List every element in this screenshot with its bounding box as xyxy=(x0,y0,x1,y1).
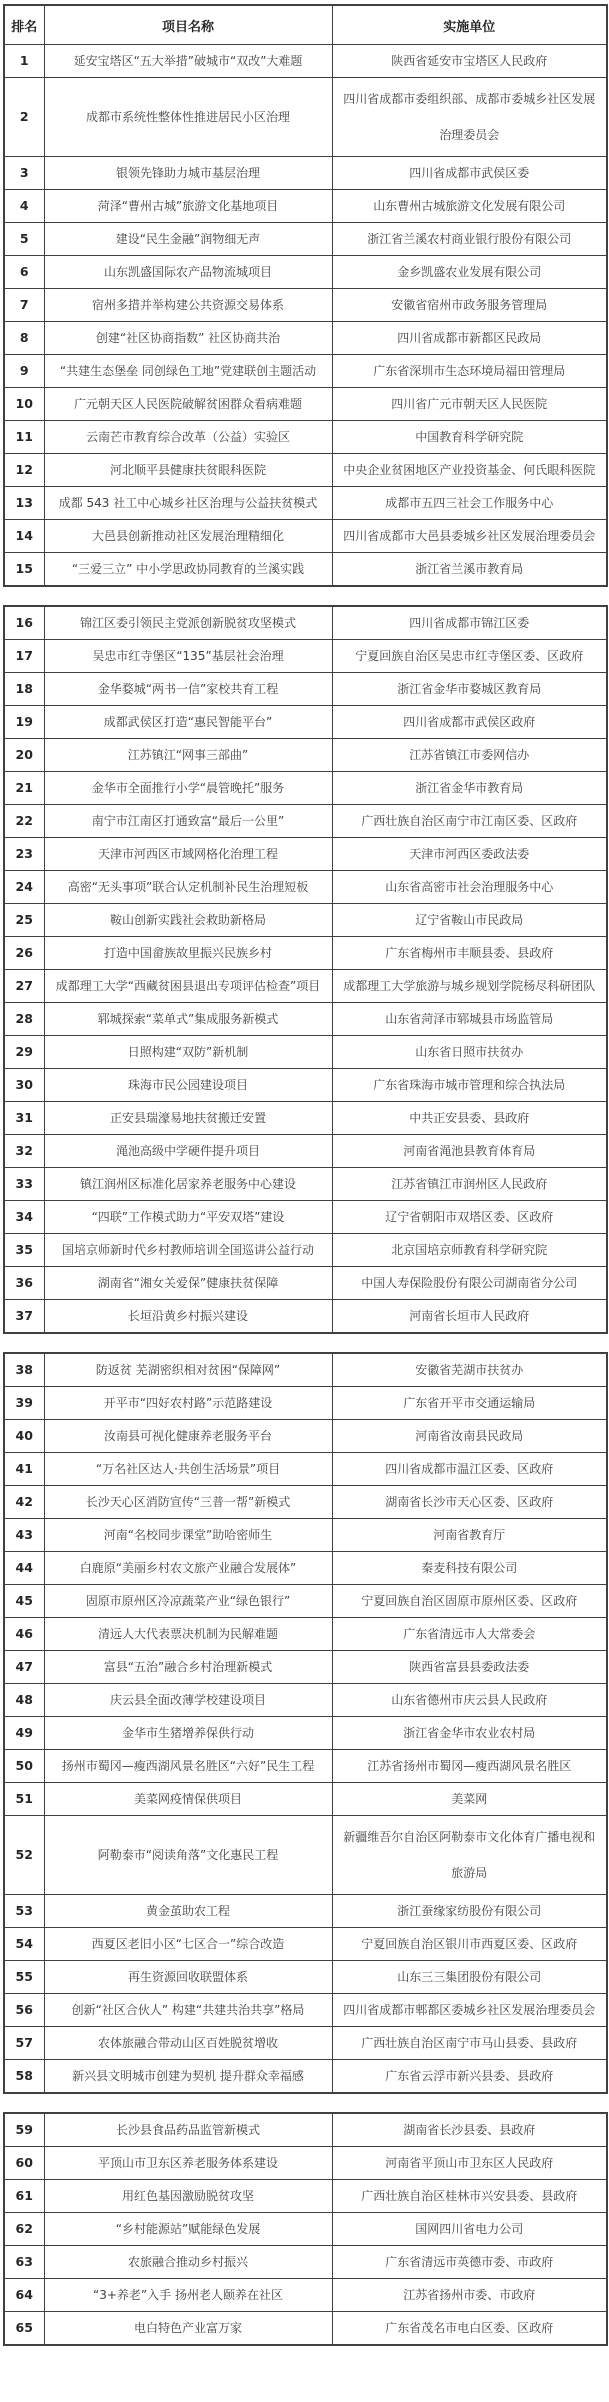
rank-cell: 5 xyxy=(4,223,44,256)
implementing-unit-cell: 江苏省镇江市委网信办 xyxy=(332,739,607,772)
rank-cell: 50 xyxy=(4,1750,44,1783)
rank-cell: 53 xyxy=(4,1895,44,1928)
implementing-unit-cell: 浙江省金华市教育局 xyxy=(332,772,607,805)
rank-cell: 65 xyxy=(4,2312,44,2346)
rank-cell: 55 xyxy=(4,1961,44,1994)
project-name-cell: 创建“社区协商指数” 社区协商共治 xyxy=(44,322,332,355)
table-row xyxy=(4,1102,607,1135)
implementing-unit-cell: 四川省成都市郫都区委城乡社区发展治理委员会 xyxy=(332,1994,607,2027)
table-row xyxy=(4,1816,607,1895)
table-row xyxy=(4,1928,607,1961)
implementing-unit-cell: 浙江蚕缘家纺股份有限公司 xyxy=(332,1895,607,1928)
project-name-cell: 国培京师新时代乡村教师培训全国巡讲公益行动 xyxy=(44,1234,332,1267)
table-row xyxy=(4,1387,607,1420)
table-row xyxy=(4,45,607,78)
project-name-cell: “共建生态堡垒 同创绿色工地”党建联创主题活动 xyxy=(44,355,332,388)
rank-cell: 63 xyxy=(4,2246,44,2279)
table-row xyxy=(4,1994,607,2027)
table-row xyxy=(4,2312,607,2346)
implementing-unit-cell: 北京国培京师教育科学研究院 xyxy=(332,1234,607,1267)
rank-cell: 45 xyxy=(4,1585,44,1618)
table-row xyxy=(4,355,607,388)
rank-cell: 6 xyxy=(4,256,44,289)
implementing-unit-cell: 山东省菏泽市郓城县市场监管局 xyxy=(332,1003,607,1036)
implementing-unit-cell: 河南省平顶山市卫东区人民政府 xyxy=(332,2147,607,2180)
implementing-unit-cell: 陕西省延安市宝塔区人民政府 xyxy=(332,45,607,78)
implementing-unit-cell: 河南省长垣市人民政府 xyxy=(332,1300,607,1334)
rank-cell: 35 xyxy=(4,1234,44,1267)
project-name-cell: 河北顺平县健康扶贫眼科医院 xyxy=(44,454,332,487)
rank-cell: 56 xyxy=(4,1994,44,2027)
rank-cell: 25 xyxy=(4,904,44,937)
project-name-cell: “万名社区达人·共创生活场景”项目 xyxy=(44,1453,332,1486)
rank-cell: 11 xyxy=(4,421,44,454)
rank-cell: 49 xyxy=(4,1717,44,1750)
rank-cell: 13 xyxy=(4,487,44,520)
rank-cell: 2 xyxy=(4,78,44,157)
rank-cell: 64 xyxy=(4,2279,44,2312)
rank-cell: 54 xyxy=(4,1928,44,1961)
rank-cell: 24 xyxy=(4,871,44,904)
implementing-unit-cell: 湖南省长沙市天心区委、区政府 xyxy=(332,1486,607,1519)
rank-cell: 15 xyxy=(4,553,44,587)
implementing-unit-cell: 浙江省金华市农业农村局 xyxy=(332,1717,607,1750)
implementing-unit-cell: 浙江省金华市婺城区教育局 xyxy=(332,673,607,706)
ranking-table-section-3 xyxy=(3,1352,608,2094)
implementing-unit-cell: 宁夏回族自治区吴忠市红寺堡区委、区政府 xyxy=(332,640,607,673)
rank-cell: 36 xyxy=(4,1267,44,1300)
rank-cell: 57 xyxy=(4,2027,44,2060)
implementing-unit-cell: 四川省成都市锦江区委 xyxy=(332,606,607,640)
table-row xyxy=(4,1036,607,1069)
rank-cell: 4 xyxy=(4,190,44,223)
rank-cell: 8 xyxy=(4,322,44,355)
project-name-cell: 成都理工大学“西藏贫困县退出专项评估检查”项目 xyxy=(44,970,332,1003)
implementing-unit-cell: 江苏省镇江市润州区人民政府 xyxy=(332,1168,607,1201)
implementing-unit-cell: 天津市河西区委政法委 xyxy=(332,838,607,871)
implementing-unit-cell: 中国教育科学研究院 xyxy=(332,421,607,454)
col-header-implementing-unit: 实施单位 xyxy=(332,5,607,45)
project-name-cell: 长垣沿黄乡村振兴建设 xyxy=(44,1300,332,1334)
rank-cell: 19 xyxy=(4,706,44,739)
rank-cell: 18 xyxy=(4,673,44,706)
implementing-unit-cell: 四川省成都市温江区委、区政府 xyxy=(332,1453,607,1486)
project-name-cell: 南宁市江南区打通致富“最后一公里” xyxy=(44,805,332,838)
table-row xyxy=(4,1003,607,1036)
table-row xyxy=(4,1585,607,1618)
table-row xyxy=(4,1135,607,1168)
project-name-cell: 白鹿原“美丽乡村农文旅产业融合发展体” xyxy=(44,1552,332,1585)
rank-cell: 10 xyxy=(4,388,44,421)
table-row xyxy=(4,388,607,421)
implementing-unit-cell: 山东曹州古城旅游文化发展有限公司 xyxy=(332,190,607,223)
project-name-cell: 渑池高级中学硬件提升项目 xyxy=(44,1135,332,1168)
project-name-cell: 打造中国畲族故里振兴民族乡村 xyxy=(44,937,332,970)
project-name-cell: 大邑县创新推动社区发展治理精细化 xyxy=(44,520,332,553)
project-name-cell: 金华市全面推行小学“晨管晚托”服务 xyxy=(44,772,332,805)
project-name-cell: 镇江润州区标准化居家养老服务中心建设 xyxy=(44,1168,332,1201)
implementing-unit-cell: 四川省成都市大邑县委城乡社区发展治理委员会 xyxy=(332,520,607,553)
project-name-cell: 金华市生猪增养保供行动 xyxy=(44,1717,332,1750)
implementing-unit-cell: 广西壮族自治区南宁市江南区委、区政府 xyxy=(332,805,607,838)
table-row xyxy=(4,421,607,454)
project-name-cell: 鞍山创新实践社会救助新格局 xyxy=(44,904,332,937)
project-name-cell: 长沙县食品药品监管新模式 xyxy=(44,2113,332,2147)
implementing-unit-cell: 新疆维吾尔自治区阿勒泰市文化体育广播电视和旅游局 xyxy=(332,1816,607,1895)
implementing-unit-cell: 陕西省富县县委政法委 xyxy=(332,1651,607,1684)
project-name-cell: 农旅融合推动乡村振兴 xyxy=(44,2246,332,2279)
project-name-cell: 汝南县可视化健康养老服务平台 xyxy=(44,1420,332,1453)
table-row xyxy=(4,739,607,772)
table-row xyxy=(4,487,607,520)
project-name-cell: 清远人大代表票决机制为民解难题 xyxy=(44,1618,332,1651)
rank-cell: 7 xyxy=(4,289,44,322)
table-row xyxy=(4,673,607,706)
table-row xyxy=(4,1234,607,1267)
table-row xyxy=(4,2246,607,2279)
project-name-cell: “三爱三立” 中小学思政协同教育的兰溪实践 xyxy=(44,553,332,587)
table-row xyxy=(4,1267,607,1300)
implementing-unit-cell: 四川省成都市新都区民政局 xyxy=(332,322,607,355)
implementing-unit-cell: 广西壮族自治区南宁市马山县委、县政府 xyxy=(332,2027,607,2060)
implementing-unit-cell: 广东省清远市人大常委会 xyxy=(332,1618,607,1651)
col-header-rank: 排名 xyxy=(4,5,44,45)
project-name-cell: 日照构建“双防”新机制 xyxy=(44,1036,332,1069)
implementing-unit-cell: 中共正安县委、县政府 xyxy=(332,1102,607,1135)
ranking-table-section-1 xyxy=(3,4,608,587)
implementing-unit-cell: 山东三三集团股份有限公司 xyxy=(332,1961,607,1994)
table-row xyxy=(4,289,607,322)
table-row xyxy=(4,2113,607,2147)
implementing-unit-cell: 广东省开平市交通运输局 xyxy=(332,1387,607,1420)
project-name-cell: 创新“社区合伙人” 构建“共建共治共享”格局 xyxy=(44,1994,332,2027)
implementing-unit-cell: 四川省成都市委组织部、成都市委城乡社区发展治理委员会 xyxy=(332,78,607,157)
table-row xyxy=(4,871,607,904)
rank-cell: 41 xyxy=(4,1453,44,1486)
project-name-cell: 郓城探索“菜单式”集成服务新模式 xyxy=(44,1003,332,1036)
table-row xyxy=(4,1750,607,1783)
rank-cell: 12 xyxy=(4,454,44,487)
project-name-cell: 农体旅融合带动山区百姓脱贫增收 xyxy=(44,2027,332,2060)
implementing-unit-cell: 中国人寿保险股份有限公司湖南省分公司 xyxy=(332,1267,607,1300)
table-row xyxy=(4,322,607,355)
table-row xyxy=(4,805,607,838)
table-row xyxy=(4,606,607,640)
project-name-cell: 江苏镇江“网事三部曲” xyxy=(44,739,332,772)
project-name-cell: 广元朝天区人民医院破解贫困群众看病难题 xyxy=(44,388,332,421)
project-name-cell: “四联”工作模式助力“平安双塔”建设 xyxy=(44,1201,332,1234)
implementing-unit-cell: 浙江省兰溪市教育局 xyxy=(332,553,607,587)
table-row xyxy=(4,2060,607,2094)
project-name-cell: 天津市河西区市域网格化治理工程 xyxy=(44,838,332,871)
project-name-cell: 菏泽“曹州古城”旅游文化基地项目 xyxy=(44,190,332,223)
rank-cell: 16 xyxy=(4,606,44,640)
rank-cell: 21 xyxy=(4,772,44,805)
implementing-unit-cell: 江苏省扬州市蜀冈—瘦西湖风景名胜区 xyxy=(332,1750,607,1783)
project-name-cell: 河南“名校同步课堂”助哈密师生 xyxy=(44,1519,332,1552)
col-header-project-name: 项目名称 xyxy=(44,5,332,45)
table-row xyxy=(4,1651,607,1684)
rank-cell: 26 xyxy=(4,937,44,970)
table-row xyxy=(4,772,607,805)
rank-cell: 44 xyxy=(4,1552,44,1585)
rank-cell: 30 xyxy=(4,1069,44,1102)
table-row xyxy=(4,157,607,190)
table-row xyxy=(4,553,607,587)
project-name-cell: 吴忠市红寺堡区“135”基层社会治理 xyxy=(44,640,332,673)
table-row xyxy=(4,1717,607,1750)
project-name-cell: 用红色基因激励脱贫攻坚 xyxy=(44,2180,332,2213)
table-row xyxy=(4,1618,607,1651)
implementing-unit-cell: 山东省日照市扶贫办 xyxy=(332,1036,607,1069)
implementing-unit-cell: 广东省云浮市新兴县委、县政府 xyxy=(332,2060,607,2094)
implementing-unit-cell: 湖南省长沙县委、县政府 xyxy=(332,2113,607,2147)
implementing-unit-cell: 金乡凯盛农业发展有限公司 xyxy=(332,256,607,289)
project-name-cell: “乡村能源站”赋能绿色发展 xyxy=(44,2213,332,2246)
project-name-cell: 防返贫 芜湖密织相对贫困“保障网” xyxy=(44,1353,332,1387)
header-row xyxy=(4,5,607,45)
implementing-unit-cell: 江苏省扬州市委、市政府 xyxy=(332,2279,607,2312)
table-row xyxy=(4,1684,607,1717)
table-row xyxy=(4,1783,607,1816)
project-name-cell: 延安宝塔区“五大举措”破城市“双改”大难题 xyxy=(44,45,332,78)
project-name-cell: 湖南省“湘女关爱保”健康扶贫保障 xyxy=(44,1267,332,1300)
rank-cell: 39 xyxy=(4,1387,44,1420)
implementing-unit-cell: 成都市五四三社会工作服务中心 xyxy=(332,487,607,520)
table-row xyxy=(4,1895,607,1928)
implementing-unit-cell: 山东省德州市庆云县人民政府 xyxy=(332,1684,607,1717)
implementing-unit-cell: 辽宁省鞍山市民政局 xyxy=(332,904,607,937)
table-row xyxy=(4,706,607,739)
implementing-unit-cell: 成都理工大学旅游与城乡规划学院杨尽科研团队 xyxy=(332,970,607,1003)
project-name-cell: 长沙天心区消防宣传“三普一帮”新模式 xyxy=(44,1486,332,1519)
table-row xyxy=(4,1300,607,1334)
table-row xyxy=(4,2180,607,2213)
rank-cell: 38 xyxy=(4,1353,44,1387)
table-row xyxy=(4,1961,607,1994)
table-row xyxy=(4,256,607,289)
project-name-cell: 金华婺城“两书一信”家校共育工程 xyxy=(44,673,332,706)
implementing-unit-cell: 广西壮族自治区桂林市兴安县委、县政府 xyxy=(332,2180,607,2213)
table-row xyxy=(4,1168,607,1201)
implementing-unit-cell: 宁夏回族自治区银川市西夏区委、区政府 xyxy=(332,1928,607,1961)
table-row xyxy=(4,520,607,553)
rank-cell: 31 xyxy=(4,1102,44,1135)
project-name-cell: 成都武侯区打造“惠民智能平台” xyxy=(44,706,332,739)
rank-cell: 32 xyxy=(4,1135,44,1168)
implementing-unit-cell: 安徽省芜湖市扶贫办 xyxy=(332,1353,607,1387)
implementing-unit-cell: 广东省珠海市城市管理和综合执法局 xyxy=(332,1069,607,1102)
project-name-cell: 建设“民生金融”润物细无声 xyxy=(44,223,332,256)
rank-cell: 60 xyxy=(4,2147,44,2180)
rank-cell: 29 xyxy=(4,1036,44,1069)
table-row xyxy=(4,2147,607,2180)
project-name-cell: 新兴县文明城市创建为契机 提升群众幸福感 xyxy=(44,2060,332,2094)
rank-cell: 28 xyxy=(4,1003,44,1036)
table-row xyxy=(4,1453,607,1486)
table-row xyxy=(4,640,607,673)
implementing-unit-cell: 国网四川省电力公司 xyxy=(332,2213,607,2246)
project-name-cell: 成都 543 社工中心城乡社区治理与公益扶贫模式 xyxy=(44,487,332,520)
rank-cell: 42 xyxy=(4,1486,44,1519)
implementing-unit-cell: 秦麦科技有限公司 xyxy=(332,1552,607,1585)
rank-cell: 46 xyxy=(4,1618,44,1651)
project-name-cell: 电白特色产业富万家 xyxy=(44,2312,332,2346)
implementing-unit-cell: 广东省茂名市电白区委、区政府 xyxy=(332,2312,607,2346)
project-name-cell: 云南芒市教育综合改革（公益）实验区 xyxy=(44,421,332,454)
implementing-unit-cell: 广东省梅州市丰顺县委、县政府 xyxy=(332,937,607,970)
ranking-table-section-4 xyxy=(3,2112,608,2346)
rank-cell: 20 xyxy=(4,739,44,772)
rank-cell: 48 xyxy=(4,1684,44,1717)
project-name-cell: 锦江区委引领民主党派创新脱贫攻坚模式 xyxy=(44,606,332,640)
implementing-unit-cell: 山东省高密市社会治理服务中心 xyxy=(332,871,607,904)
project-name-cell: 成都市系统性整体性推进居民小区治理 xyxy=(44,78,332,157)
table-row xyxy=(4,904,607,937)
rank-cell: 59 xyxy=(4,2113,44,2147)
rank-cell: 62 xyxy=(4,2213,44,2246)
project-name-cell: 再生资源回收联盟体系 xyxy=(44,1961,332,1994)
implementing-unit-cell: 广东省清远市英德市委、市政府 xyxy=(332,2246,607,2279)
table-row xyxy=(4,970,607,1003)
project-name-cell: 西夏区老旧小区“七区合一”综合改造 xyxy=(44,1928,332,1961)
rank-cell: 27 xyxy=(4,970,44,1003)
rank-cell: 23 xyxy=(4,838,44,871)
rank-cell: 58 xyxy=(4,2060,44,2094)
table-row xyxy=(4,190,607,223)
implementing-unit-cell: 宁夏回族自治区固原市原州区委、区政府 xyxy=(332,1585,607,1618)
table-row xyxy=(4,1201,607,1234)
project-name-cell: 开平市“四好农村路”示范路建设 xyxy=(44,1387,332,1420)
project-name-cell: 阿勒泰市“阅读角落”文化惠民工程 xyxy=(44,1816,332,1895)
implementing-unit-cell: 四川省成都市武侯区政府 xyxy=(332,706,607,739)
project-name-cell: 宿州多措并举构建公共资源交易体系 xyxy=(44,289,332,322)
implementing-unit-cell: 河南省渑池县教育体育局 xyxy=(332,1135,607,1168)
project-name-cell: “3+养老”入手 扬州老人颐养在社区 xyxy=(44,2279,332,2312)
project-name-cell: 正安县瑞濠易地扶贫搬迁安置 xyxy=(44,1102,332,1135)
implementing-unit-cell: 四川省广元市朝天区人民医院 xyxy=(332,388,607,421)
ranking-table-section-2 xyxy=(3,605,608,1334)
table-row xyxy=(4,2279,607,2312)
table-row xyxy=(4,78,607,157)
table-row xyxy=(4,1353,607,1387)
implementing-unit-cell: 广东省深圳市生态环境局福田管理局 xyxy=(332,355,607,388)
rank-cell: 22 xyxy=(4,805,44,838)
table-row xyxy=(4,838,607,871)
project-name-cell: 银领先锋助力城市基层治理 xyxy=(44,157,332,190)
rank-cell: 37 xyxy=(4,1300,44,1334)
rank-cell: 34 xyxy=(4,1201,44,1234)
implementing-unit-cell: 安徽省宿州市政务服务管理局 xyxy=(332,289,607,322)
implementing-unit-cell: 浙江省兰溪农村商业银行股份有限公司 xyxy=(332,223,607,256)
rank-cell: 17 xyxy=(4,640,44,673)
rank-cell: 40 xyxy=(4,1420,44,1453)
project-name-cell: 庆云县全面改薄学校建设项目 xyxy=(44,1684,332,1717)
project-name-cell: 高密“无头事项”联合认定机制补民生治理短板 xyxy=(44,871,332,904)
rank-cell: 47 xyxy=(4,1651,44,1684)
table-row xyxy=(4,2213,607,2246)
implementing-unit-cell: 河南省汝南县民政局 xyxy=(332,1420,607,1453)
project-name-cell: 珠海市民公园建设项目 xyxy=(44,1069,332,1102)
rank-cell: 3 xyxy=(4,157,44,190)
implementing-unit-cell: 河南省教育厅 xyxy=(332,1519,607,1552)
table-row xyxy=(4,223,607,256)
project-name-cell: 富县“五治”融合乡村治理新模式 xyxy=(44,1651,332,1684)
table-row xyxy=(4,1420,607,1453)
rank-cell: 52 xyxy=(4,1816,44,1895)
table-row xyxy=(4,2027,607,2060)
rank-cell: 1 xyxy=(4,45,44,78)
implementing-unit-cell: 中央企业贫困地区产业投资基金、何氏眼科医院 xyxy=(332,454,607,487)
rank-cell: 61 xyxy=(4,2180,44,2213)
project-name-cell: 美菜网疫情保供项目 xyxy=(44,1783,332,1816)
rank-cell: 51 xyxy=(4,1783,44,1816)
project-name-cell: 固原市原州区冷凉蔬菜产业“绿色银行” xyxy=(44,1585,332,1618)
project-name-cell: 黄金茧助农工程 xyxy=(44,1895,332,1928)
rank-cell: 33 xyxy=(4,1168,44,1201)
table-row xyxy=(4,1552,607,1585)
table-row xyxy=(4,1519,607,1552)
table-row xyxy=(4,454,607,487)
project-name-cell: 扬州市蜀冈—瘦西湖风景名胜区“六好”民生工程 xyxy=(44,1750,332,1783)
implementing-unit-cell: 辽宁省朝阳市双塔区委、区政府 xyxy=(332,1201,607,1234)
rank-cell: 9 xyxy=(4,355,44,388)
table-row xyxy=(4,937,607,970)
project-name-cell: 平顶山市卫东区养老服务体系建设 xyxy=(44,2147,332,2180)
rank-cell: 43 xyxy=(4,1519,44,1552)
table-row xyxy=(4,1069,607,1102)
implementing-unit-cell: 美菜网 xyxy=(332,1783,607,1816)
rank-cell: 14 xyxy=(4,520,44,553)
table-row xyxy=(4,1486,607,1519)
implementing-unit-cell: 四川省成都市武侯区委 xyxy=(332,157,607,190)
project-name-cell: 山东凯盛国际农产品物流城项目 xyxy=(44,256,332,289)
